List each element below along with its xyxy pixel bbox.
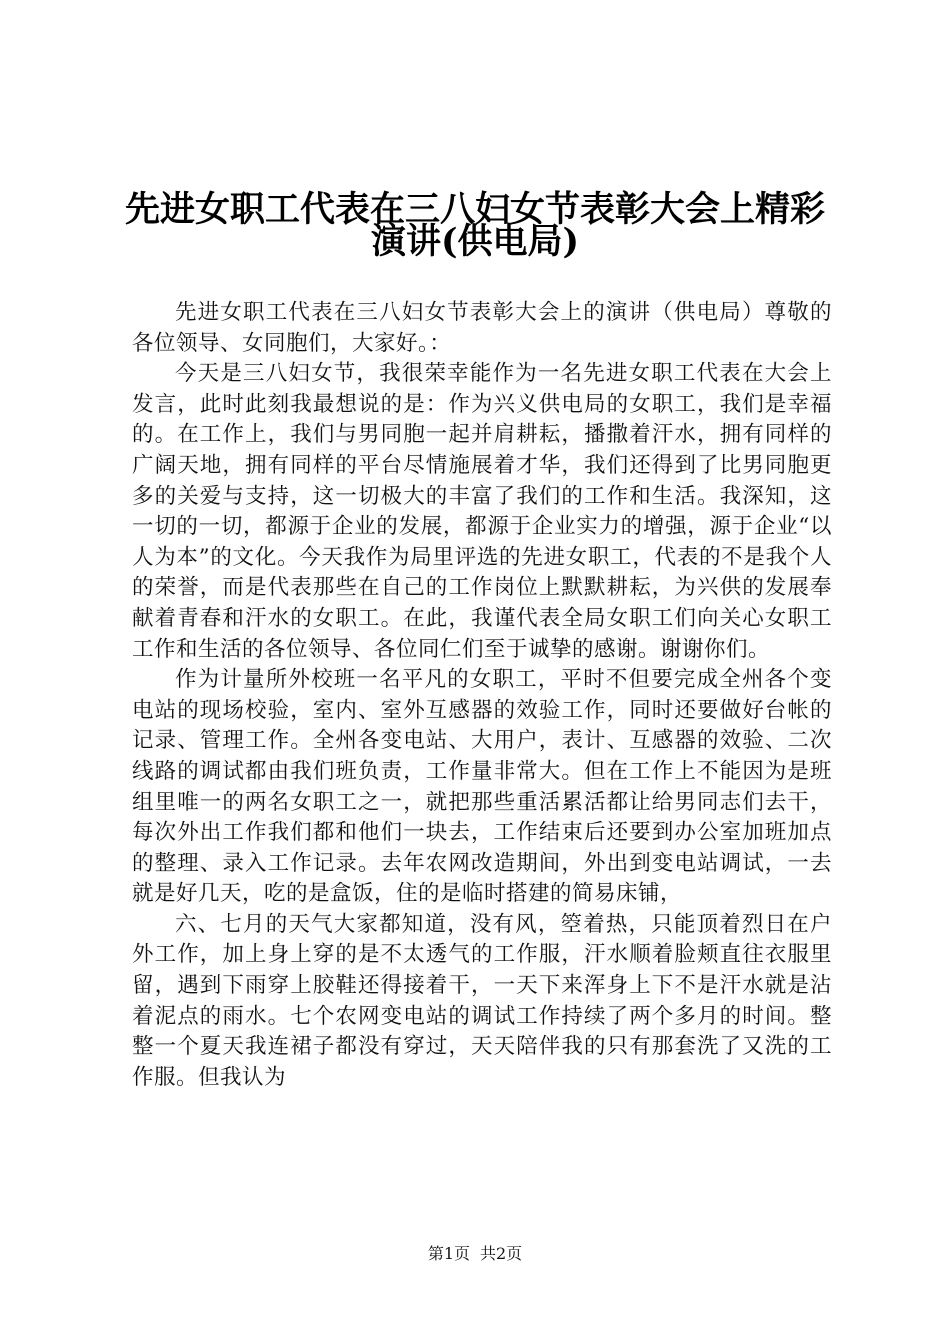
paragraph-4: 六、七月的天气大家都知道，没有风，箜着热，只能顶着烈日在户外工作，加上身上穿的是不太透气的工作服，汗水顺着脸颊直往衣服里留，遇到下雨穿上胶鞋还得接着干，一天下来浑身上下不是汗水就是沾着泥点的雨水。七个农网变电站的调试工作持续了两个多月的时间。整整一个夏天我连裙子都没有穿过，天天陪伴我的只有那套洗了又洗的工作服。但我认为 <box>132 911 832 1090</box>
paragraph-3: 作为计量所外校班一名平凡的女职工，平时不但要完成全州各个变电站的现场校验，室内、室外互感器的效验工作，同时还要做好台帐的记录、管理工作。全州各变电站、大用户，表计、互感器的效验、二次线路的调试都由我们班负责，工作量非常大。但在工作上不能因为是班组里唯一的两名女职工之一，就把那些重活累活都让给男同志们去干，每次外出工作我们都和他们一块去，工作结束后还要到办公室加班加点的整理、录入工作记录。去年农网改造期间，外出到变电站调试，一去就是好几天，吃的是盒饭，住的是临时搭建的简易床铺， <box>132 667 832 907</box>
document-title-line-2: 演讲(供电局) <box>370 221 580 262</box>
page-footer <box>0 1244 950 1264</box>
paragraph-1: 先进女职工代表在三八妇女节表彰大会上的演讲（供电局）尊敬的各位领导、女同胞们，大家好。： <box>132 300 832 356</box>
paragraph-2: 今天是三八妇女节，我很荣幸能作为一名先进女职工代表在大会上发言，此时此刻我最想说的是：作为兴义供电局的女职工，我们是幸福的。在工作上，我们与男同胞一起并肩耕耘，播撒着汗水，拥有同样的广阔天地，拥有同样的平台尽情施展着才华，我们还得到了比男同胞更多的关爱与支持，这一切极大的丰富了我们的工作和生活。我深知，这一切的一切，都源于企业的发展，都源于企业实力的增强，源于企业“以人为本”的文化。今天我作为局里评选的先进女职工，代表的不是我个人的荣誉，而是代表那些在自己的工作岗位上默默耕耘，为兴供的发展奉献着青春和汗水的女职工。在此，我谨代表全局女职工们向关心女职工工作和生活的各位领导、各位同仁们至于诚挚的感谢。谢谢你们。 <box>132 361 832 662</box>
page-number-current: 第1页 <box>427 1244 470 1263</box>
document-title-line-1: 先进女职工代表在三八妇女节表彰大会上精彩 <box>124 189 825 230</box>
page-number-total: 共2页 <box>480 1244 523 1263</box>
document-body <box>132 298 832 1093</box>
